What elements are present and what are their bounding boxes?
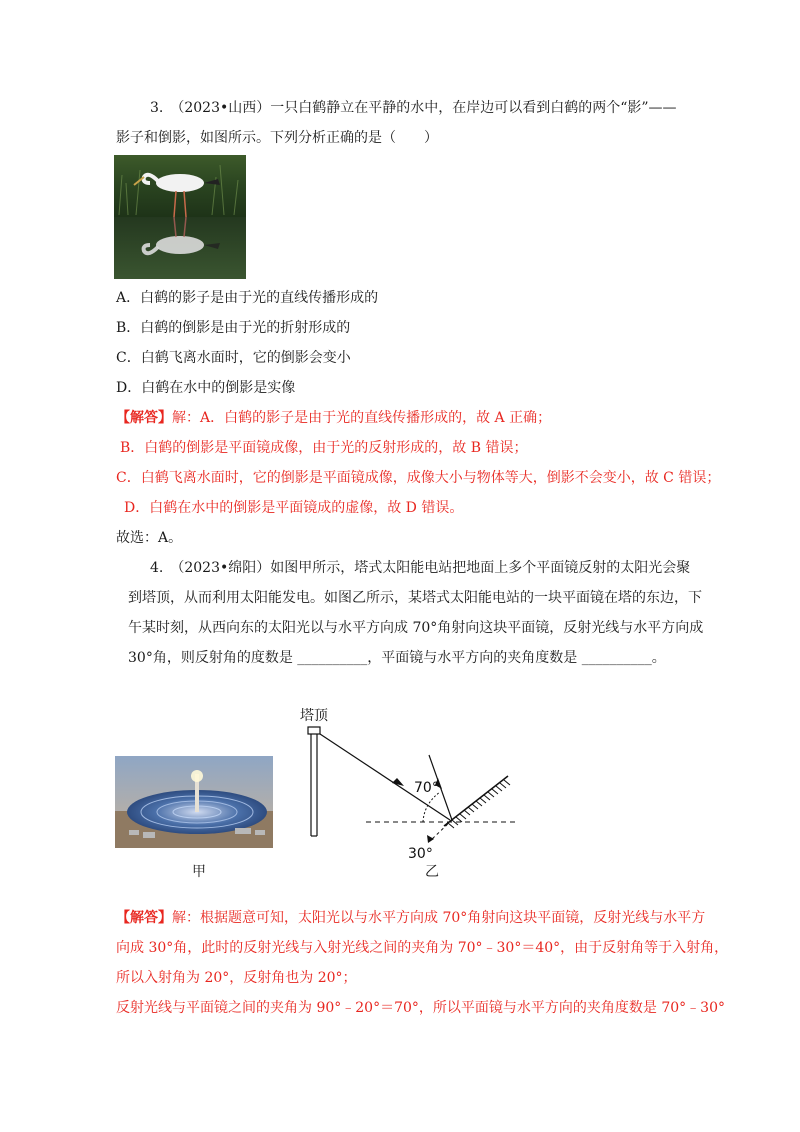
angle-arc-70: [423, 792, 440, 822]
q4-stem-line4: 30°角，则反射角的度数是 __________，平面镜与水平方向的夹角度数是 __________。: [128, 650, 666, 666]
q4-answer-tag: 【解答】: [116, 910, 172, 926]
normal-arrow: [427, 835, 434, 843]
q4-stem-line2: 到塔顶，从而利用太阳能发电。如图乙所示，某塔式太阳能电站的一块平面镜在塔的东边，下: [128, 590, 702, 606]
q4-answer-line1: [116, 908, 705, 928]
mirror-hatching: [448, 780, 510, 828]
fig-yi-caption: 乙: [425, 864, 439, 880]
q3-answer-text: 解：A．白鹤的影子是由于光的直线传播形成的，故 A 正确；: [172, 410, 552, 426]
reflection-diagram: [296, 700, 526, 885]
q4-answer-line2: 向成 30°角，此时的反射光线与入射光线之间的夹角为 70°﹣30°＝40°，由于反射角等于入射角，: [116, 940, 729, 956]
q3-answer-line3: C．白鹤飞离水面时，它的倒影是平面镜成像，成像大小与物体等大，倒影不会变小，故 C 错误；: [116, 470, 721, 486]
q3-choice: 故选：A。: [116, 530, 183, 546]
q4-answer-text: 解：根据题意可知，太阳光以与水平方向成 70°角射向这块平面镜，反射光线与水平方: [172, 910, 706, 926]
fig-jia-caption: 甲: [192, 864, 206, 880]
solar-plant-photo: [115, 756, 273, 848]
q3-option-c: C．白鹤飞离水面时，它的倒影会变小: [116, 350, 351, 366]
q3-option-d: D．白鹤在水中的倒影是实像: [116, 380, 296, 396]
q3-answer-line1: [116, 408, 551, 428]
reflected-ray: [320, 734, 450, 820]
q3-stem-line1: 3. （2023•山西）一只白鹤静立在平静的水中，在岸边可以看到白鹤的两个“影”——: [150, 100, 677, 116]
q3-answer-line2: B．白鹤的倒影是平面镜成像，由于光的反射形成的，故 B 错误；: [120, 440, 528, 456]
angle-30-label: 30°: [408, 846, 433, 862]
q4-stem-line3: 午某时刻，从西向东的太阳光以与水平方向成 70°角射向这块平面镜，反射光线与水平方向成: [128, 620, 704, 636]
tower-top: [308, 727, 320, 734]
q3-stem-line2: 影子和倒影，如图所示。下列分析正确的是（ ）: [116, 130, 438, 146]
q4-answer-line3: 所以入射角为 20°，反射角也为 20°；: [116, 970, 357, 986]
q3-option-b: B．白鹤的倒影是由于光的折射形成的: [116, 320, 351, 336]
q4-stem-line1: 4. （2023•绵阳）如图甲所示，塔式太阳能电站把地面上多个平面镜反射的太阳光会聚: [150, 560, 691, 576]
crane-photo: [114, 155, 246, 279]
angle-70-label: 70°: [414, 780, 439, 796]
q3-option-a: A．白鹤的影子是由于光的直线传播形成的: [116, 290, 379, 306]
crane-photo-illustration: [114, 155, 246, 279]
reflected-ray-arrow: [392, 778, 404, 786]
q4-answer-line4: 反射光线与平面镜之间的夹角为 90°﹣20°＝70°，所以平面镜与水平方向的夹角度数是 70°﹣30°: [116, 1000, 725, 1016]
solar-plant-illustration: [115, 756, 273, 848]
tower-label: 塔顶: [300, 708, 328, 724]
q3-answer-tag: 【解答】: [116, 410, 172, 426]
q3-answer-line4: D．白鹤在水中的倒影是平面镜成的虚像，故 D 错误。: [124, 500, 464, 516]
